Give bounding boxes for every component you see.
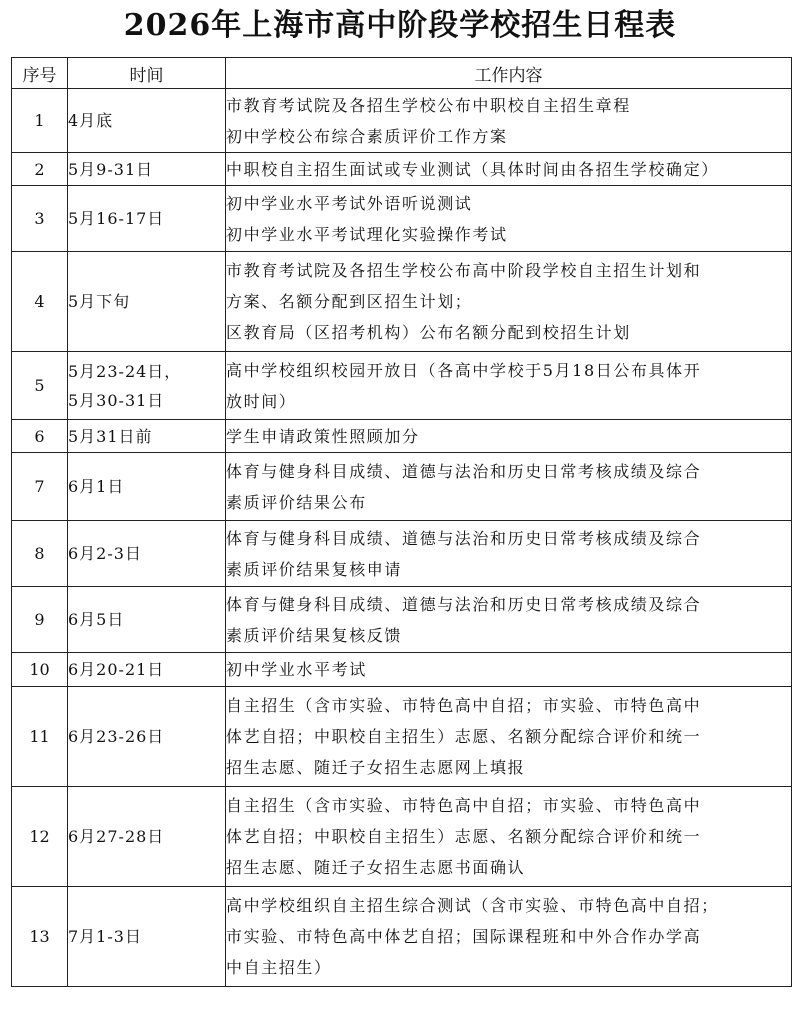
content-line: 中职校自主招生面试或专业测试（具体时间由各招生学校确定） [226,159,719,179]
content-line: 方案、名额分配到区招生计划； [226,292,473,311]
row-num: 1 [12,89,68,153]
content-line: 招生志愿、随迁子女招生志愿书面确认 [226,858,526,877]
table-header-row [12,58,792,89]
table-row [12,453,792,521]
row-time [68,352,226,420]
content-line: 体育与健身科目成绩、道德与法治和历史日常考核成绩及综合 [226,528,702,548]
row-time [68,89,226,153]
row-content [226,653,792,687]
row-time [68,420,226,453]
row-content [226,153,792,186]
row-num: 5 [12,352,68,420]
row-content [226,252,792,352]
row-time [68,587,226,653]
content-line: 素质评价结果复核申请 [226,559,403,579]
content-line: 初中学业水平考试理化实验操作考试 [226,224,508,244]
content-line: 区教育局（区招考机构）公布名额分配到校招生计划 [226,323,631,342]
row-num: 11 [12,687,68,787]
content-line: 放时间） [226,391,297,411]
content-line: 招生志愿、随迁子女招生志愿网上填报 [226,758,526,777]
content-line: 体育与健身科目成绩、道德与法治和历史日常考核成绩及综合 [226,461,702,481]
content-line: 自主招生（含市实验、市特色高中自招；市实验、市特色高中 [226,696,702,715]
row-num: 4 [12,252,68,352]
row-content [226,89,792,153]
table-row [12,89,792,153]
time-line: 6月1日 [68,477,125,496]
content-line: 素质评价结果复核反馈 [226,625,403,645]
content-line: 市教育考试院及各招生学校公布高中阶段学校自主招生计划和 [226,261,702,280]
table-row [12,420,792,453]
row-time [68,887,226,987]
row-time [68,252,226,352]
row-content [226,420,792,453]
content-line: 自主招生（含市实验、市特色高中自招；市实验、市特色高中 [226,796,702,815]
row-content [226,186,792,252]
row-time [68,687,226,787]
row-num: 10 [12,653,68,687]
row-time [68,787,226,887]
table-row [12,587,792,653]
content-line: 体艺自招；中职校自主招生）志愿、名额分配综合评价和统一 [226,827,702,846]
time-line: 6月5日 [68,610,125,629]
row-time [68,186,226,252]
time-line: 6月27-28日 [68,827,165,846]
content-line: 素质评价结果公布 [226,492,367,512]
content-line: 体育与健身科目成绩、道德与法治和历史日常考核成绩及综合 [226,594,702,614]
content-line: 体艺自招；中职校自主招生）志愿、名额分配综合评价和统一 [226,727,702,746]
row-content [226,787,792,887]
row-num: 8 [12,521,68,587]
content-line: 初中学业水平考试外语听说测试 [226,193,473,213]
row-time [68,521,226,587]
row-content [226,887,792,987]
content-line: 高中学校组织校园开放日（各高中学校于5月18日公布具体开 [226,360,702,380]
time-line: 6月20-21日 [68,660,165,679]
table-row [12,252,792,352]
content-line: 中自主招生） [226,958,332,977]
schedule-table [11,57,792,987]
row-time [68,653,226,687]
time-line: 5月23-24日， [68,361,182,381]
time-line: 4月底 [68,111,114,130]
table-row [12,186,792,252]
content-line: 初中学校公布综合素质评价工作方案 [226,126,508,146]
page-title: 2026年上海市高中阶段学校招生日程表 [123,8,677,43]
table-row [12,352,792,420]
table-row [12,787,792,887]
time-line: 5月9-31日 [68,159,154,179]
content-line: 学生申请政策性照顾加分 [226,426,420,446]
row-num: 7 [12,453,68,521]
header-content: 工作内容 [226,58,792,89]
table-row [12,887,792,987]
table-row [12,653,792,687]
row-content [226,687,792,787]
row-content [226,453,792,521]
row-content [226,521,792,587]
time-line: 5月16-17日 [68,209,165,228]
content-line: 市教育考试院及各招生学校公布中职校自主招生章程 [226,95,631,115]
row-num: 3 [12,186,68,252]
header-num: 序号 [12,58,68,89]
row-content [226,587,792,653]
table-row [12,521,792,587]
content-line: 初中学业水平考试 [226,660,367,679]
table-row [12,153,792,186]
row-num: 12 [12,787,68,887]
row-num: 2 [12,153,68,186]
row-time [68,153,226,186]
row-time [68,453,226,521]
header-time: 时间 [68,58,226,89]
row-num: 6 [12,420,68,453]
row-content [226,352,792,420]
time-line: 5月31日前 [68,426,153,446]
time-line: 5月下旬 [68,292,131,311]
content-line: 市实验、市特色高中体艺自招；国际课程班和中外合作办学高 [226,927,702,946]
time-line: 5月30-31日 [68,390,165,410]
time-line: 6月2-3日 [68,544,142,563]
time-line: 6月23-26日 [68,727,165,746]
table-row [12,687,792,787]
row-num: 9 [12,587,68,653]
time-line: 7月1-3日 [68,927,142,946]
row-num: 13 [12,887,68,987]
content-line: 高中学校组织自主招生综合测试（含市实验、市特色高中自招； [226,896,719,915]
